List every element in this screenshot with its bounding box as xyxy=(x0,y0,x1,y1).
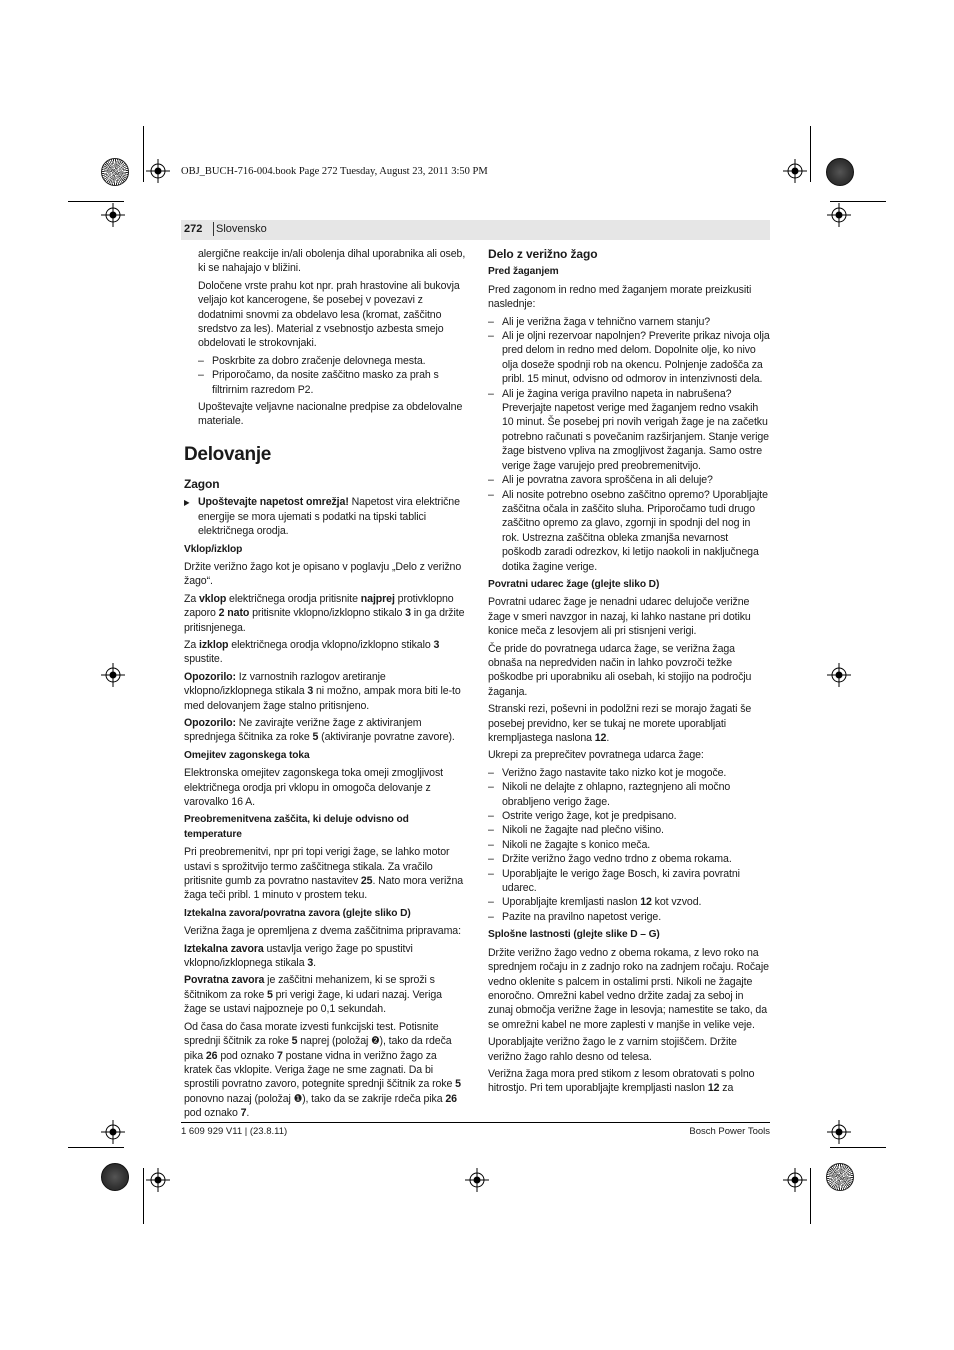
registration-mark-icon xyxy=(827,203,851,227)
text: 12 xyxy=(640,896,652,909)
paragraph xyxy=(488,1067,770,1096)
position-1-icon: ❶ xyxy=(293,1092,303,1105)
text: 7 xyxy=(240,1107,247,1120)
text: (aktiviranje povratne zavore). xyxy=(318,731,455,744)
paragraph: Povratni udarec žage je nenadni udarec delujoče verižne žage v smeri navzgor in nazaj, ki lahko nastane pri dotiku konice meča z lesovjem ali pri stisnjeni verigi. xyxy=(488,596,751,638)
list-item: – Ali je oljni rezervoar napolnjen? Preverite prikaz nivoja olja pred delom in redno med delom. Dopolnite olje, ko nivo olja doseže spodnji rob na okencu. Polnjenje zadošča za pribl. 15 minut, odvisno od odmorov in intenzivnosti dela. xyxy=(488,329,770,387)
subheading: Pred žaganjem xyxy=(488,266,559,278)
subheading: Preobremenitvena zaščita, ki deluje odvisno od temperature xyxy=(184,814,409,840)
text: 5 xyxy=(291,1035,298,1048)
paragraph xyxy=(184,973,466,1016)
list-item: – Nikoli ne delajte z ohlapno, raztegnjeno ali močno obrabljeno verigo žage. xyxy=(488,780,770,809)
text: Opozorilo: xyxy=(184,716,236,729)
text: Iz varnostnih razlogov aretiranje vklopno/izklopnega stikala xyxy=(184,670,386,698)
list-item: – Nikoli ne žagajte s konico meča. xyxy=(488,838,770,852)
color-bar-dial-icon xyxy=(101,158,129,186)
text: . xyxy=(246,1107,250,1120)
registration-mark-icon xyxy=(101,203,125,227)
text: spustite. xyxy=(184,653,223,666)
text: 26 xyxy=(205,1049,218,1062)
text: električnega orodja vklopno/izklopno stikalo xyxy=(228,638,434,651)
text: Verižna žaga mora pred stikom z lesom obratovati s polno hitrostjo. Pri tem uporabljajte krempljasti naslon xyxy=(488,1067,755,1095)
page-number: 272 xyxy=(184,223,203,235)
text: Povratna zavora xyxy=(184,974,265,987)
text: kot vzvod. xyxy=(651,896,702,909)
list-item: – Držite verižno žago vedno trdno z obema rokama. xyxy=(488,852,770,866)
paragraph xyxy=(184,592,466,635)
list-item xyxy=(488,895,770,909)
warning-list xyxy=(184,495,466,538)
footer-doc-number: 1 609 929 V11 | (23.8.11) xyxy=(181,1126,288,1137)
subheading: Omejitev zagonskega toka xyxy=(184,749,310,761)
text: ustavlja verigo žage po spustitvi vklopno/izklopnega stikala xyxy=(184,942,413,970)
warning-text: Napetost vira električne energije se mora ujemati s podatki na tipski tablici električnega orodja. xyxy=(198,496,460,538)
paragraph: Verižna žaga je opremljena z dvema zaščitnima pripravama: xyxy=(184,925,461,938)
paragraph xyxy=(184,942,466,971)
dash-list xyxy=(198,354,466,397)
position-2-icon: ❷ xyxy=(371,1035,380,1048)
registration-mark-icon xyxy=(827,663,851,687)
registration-mark-icon xyxy=(146,159,170,183)
text: izklop xyxy=(199,638,229,651)
text: 5 xyxy=(455,1078,461,1091)
text: najprej xyxy=(360,592,395,605)
text: Za xyxy=(184,592,200,605)
text: 5 xyxy=(312,731,319,744)
right-column xyxy=(488,247,770,1099)
left-column xyxy=(184,247,466,1124)
text: pritisnite vklopno/izklopno stikalo xyxy=(249,607,406,620)
list-item: – Poskrbite za dobro zračenje delovnega mesta. xyxy=(198,354,466,368)
paragraph xyxy=(184,638,466,667)
list-item: – Ali je žagina veriga pravilno napeta in nabrušena? Preverjajte napetost verige med žaganjem redno vsakih 10 minut. Še posebej pri novih verigah žage je na začetku potrebno računati s povečanim razširjanjem. Stanje verige žage bistveno vpliva na zmogljivost žaganja. Samo ostre verige žage varujejo pred preobremenitvijo. xyxy=(488,387,770,473)
subsection-heading: Delo z verižno žago xyxy=(488,247,598,261)
text: Stranski rezi, poševni in podolžni rezi se morajo žagati še posebej previdno, ker se tukaj ne morete uporabljati krempljastega naslona xyxy=(488,703,752,744)
checklist xyxy=(488,315,770,574)
registration-mark-icon xyxy=(827,1120,851,1144)
color-bar-dial-icon xyxy=(826,1163,854,1191)
list-item: – Priporočamo, da nosite zaščitno masko za prah s filtrirnim razredom P2. xyxy=(198,368,466,397)
text: Pri preobremenitvi, npr pri topi verigi žage, se lahko motor ustavi s sprožitvijo termo zaščitnega stikala. Za vračilo pritisnite gumb za povratno nastavitev xyxy=(184,846,450,888)
text: . Nato mora verižna žaga teči pribl. 1 minuto v prostem teku. xyxy=(184,875,464,902)
paragraph: Držite verižno žago kot je opisano v poglavju „Delo z verižno žago“. xyxy=(184,560,462,588)
page-language: Slovensko xyxy=(216,223,267,235)
text: Od časa do časa morate izvesti funkcijski test. Potisnite sprednji ščitnik za roke xyxy=(184,1020,439,1048)
text: 2 nato xyxy=(218,607,250,620)
paragraph: Določene vrste prahu kot npr. prah hrastovine ali bukovja veljajo kot kancerogene, še posebej v povezavi z dodatnimi snovmi za obdelavo lesa (kromat, zaščitno sredstvo za les). Material z vsebnostjo azbesta smejo obdelovati le strokovnjaki. xyxy=(198,279,460,350)
subheading: Povratni udarec žage (glejte sliko D) xyxy=(488,578,660,590)
registration-mark-icon xyxy=(101,663,125,687)
list-item: – Ostrite verigo žage, kot je predpisano. xyxy=(488,809,770,823)
text: električnega orodja pritisnite xyxy=(226,592,361,605)
paragraph xyxy=(184,845,466,903)
paragraph xyxy=(488,702,770,745)
warning-item xyxy=(184,495,466,538)
page-header-band xyxy=(181,220,770,240)
text: pod oznako xyxy=(217,1049,277,1062)
text: pod oznako xyxy=(184,1107,241,1120)
color-bar-dial-icon xyxy=(101,1163,129,1191)
paragraph: Uporabljajte verižno žago le z varnim stojiščem. Držite verižno žago rahlo desno od telesa. xyxy=(488,1036,737,1063)
registration-mark-icon xyxy=(783,1168,807,1192)
paragraph: Elektronska omejitev zagonskega toka omeji zmogljivost električnega orodja pri vklopu in omogoča delovanje z varovalko 16 A. xyxy=(184,767,443,808)
text: je zaščitni mehanizem, ki se sproži s ščitnikom za roke xyxy=(184,974,435,1001)
text: Uporabljajte kremljasti naslon xyxy=(502,896,641,909)
text: pri verigi žage, ki udari nazaj. Veriga žage se ustavi najpozneje po 0,1 sekundah. xyxy=(184,988,442,1016)
text: 12 xyxy=(594,732,607,744)
paragraph: Pred zagonom in redno med žaganjem morate preizkusiti naslednje: xyxy=(488,283,752,311)
text: ), tako da se zakrije rdeča pika xyxy=(302,1092,446,1105)
subsection-heading: Zagon xyxy=(184,476,220,491)
list-item: – Pazite na pravilno napetost verige. xyxy=(488,910,770,924)
text: naprej (položaj xyxy=(297,1035,372,1048)
subheading: Vklop/izklop xyxy=(184,543,243,555)
paragraph: alergične reakcije in/ali obolenja dihal uporabnika ali oseb, ki se nahajajo v bližini. xyxy=(198,248,466,275)
registration-mark-icon xyxy=(146,1168,170,1192)
registration-mark-icon xyxy=(783,159,807,183)
text: 3 xyxy=(307,957,314,970)
text: postane vidna in verižno žago za kratek čas vklopite. Veriga žage ne sme zagnati. Da bi sprostili povratno zavoro, potegnite sprednji ščitnik za roke xyxy=(184,1049,456,1091)
text: Ne zavirajte verižne žage z aktiviranjem sprednjega ščitnika za roke xyxy=(184,716,422,744)
list-item: – Uporabljajte le verigo žage Bosch, ki zavira povratni udarec. xyxy=(488,867,770,896)
text: 5 xyxy=(266,988,273,1001)
text: . xyxy=(606,732,610,744)
text: ponovno nazaj (položaj xyxy=(184,1092,294,1105)
text: 3 xyxy=(433,638,440,651)
text: Za xyxy=(184,638,200,651)
paragraph: Držite verižno žago vedno z obema rokama, z levo roko na sprednjem ročaju in z zadnjo roko na zadnjem ročaju. Ročaje vedno oklenite s palcem in ostalimi prsti. Nikoli ne žagajte enoročno. Omrežni kabel vedno držite zadaj za seboj in zunaj območja verižne žage in lesovja; namestite se tako, da se omrežni kabel ne more zaplesti v manjše in velike veje. xyxy=(488,946,769,1031)
subheading: Splošne lastnosti (glejte slike D – G) xyxy=(488,929,660,941)
paragraph: Upoštevajte veljavne nacionalne predpise za obdelovalne materiale. xyxy=(198,401,463,428)
text: 3 xyxy=(307,685,314,698)
file-info-line: OBJ_BUCH-716-004.book Page 272 Tuesday, August 23, 2011 3:50 PM xyxy=(181,166,488,177)
text: Iztekalna zavora xyxy=(184,942,264,955)
paragraph xyxy=(184,716,466,745)
header-divider xyxy=(213,222,214,236)
registration-mark-icon xyxy=(101,1120,125,1144)
color-bar-dial-icon xyxy=(826,158,854,186)
text: in ga držite pritisnjenega. xyxy=(184,607,465,634)
footer-rule xyxy=(181,1122,770,1123)
subheading: Iztekalna zavora/povratna zavora (glejte sliko D) xyxy=(184,907,411,919)
list-item: – Verižno žago nastavite tako nizko kot je mogoče. xyxy=(488,766,770,780)
text: ), tako da rdeča pika xyxy=(184,1035,452,1062)
text: 12 xyxy=(707,1082,720,1095)
text: 26 xyxy=(445,1092,457,1105)
paragraph xyxy=(184,670,466,713)
list-item: – Ali je verižna žaga v tehnično varnem stanju? xyxy=(488,315,770,329)
text: Opozorilo: xyxy=(184,670,236,683)
registration-mark-icon xyxy=(465,1168,489,1192)
paragraph: Če pride do povratnega udarca žage, se verižna žaga obnaša na nepredviden način in lahko povzroči težke poškodbe pri uporabniku ali osebah, ki stojijo na področju žaganja. xyxy=(488,642,752,698)
warning-bold: Upoštevajte napetost omrežja! xyxy=(198,496,349,509)
text: . xyxy=(313,957,316,970)
text: ni možno, ampak mora biti le-to med delovanjem žage stalno pritisnjeno. xyxy=(184,685,461,712)
measures-list xyxy=(488,766,770,924)
text: 7 xyxy=(276,1049,283,1062)
section-heading: Delovanje xyxy=(184,443,272,465)
list-item: – Nikoli ne žagajte nad plečno višino. xyxy=(488,823,770,837)
text: 25 xyxy=(360,875,373,888)
footer-brand: Bosch Power Tools xyxy=(689,1126,770,1137)
text: protivklopno zaporo xyxy=(184,592,454,620)
paragraph xyxy=(184,1020,466,1121)
list-item: – Ali je povratna zavora sproščena in ali deluje? xyxy=(488,473,770,487)
text: vklop xyxy=(199,592,227,605)
text: 3 xyxy=(405,607,411,620)
paragraph: Ukrepi za preprečitev povratnega udarca žage: xyxy=(488,749,704,762)
text: za xyxy=(719,1082,734,1095)
list-item: – Ali nosite potrebno osebno zaščitno opremo? Uporabljajte zaščitna očala in zaščito sluha. Priporočamo tudi drugo zaščitno opremo za glavo, zgornji in spodnji del nog in rok. Ustrezna zaščitna obleka zmanjša nevarnost poškodb zaradi odrezkov, ki letijo naokoli in naključnega dotika žagine verige. xyxy=(488,488,770,574)
